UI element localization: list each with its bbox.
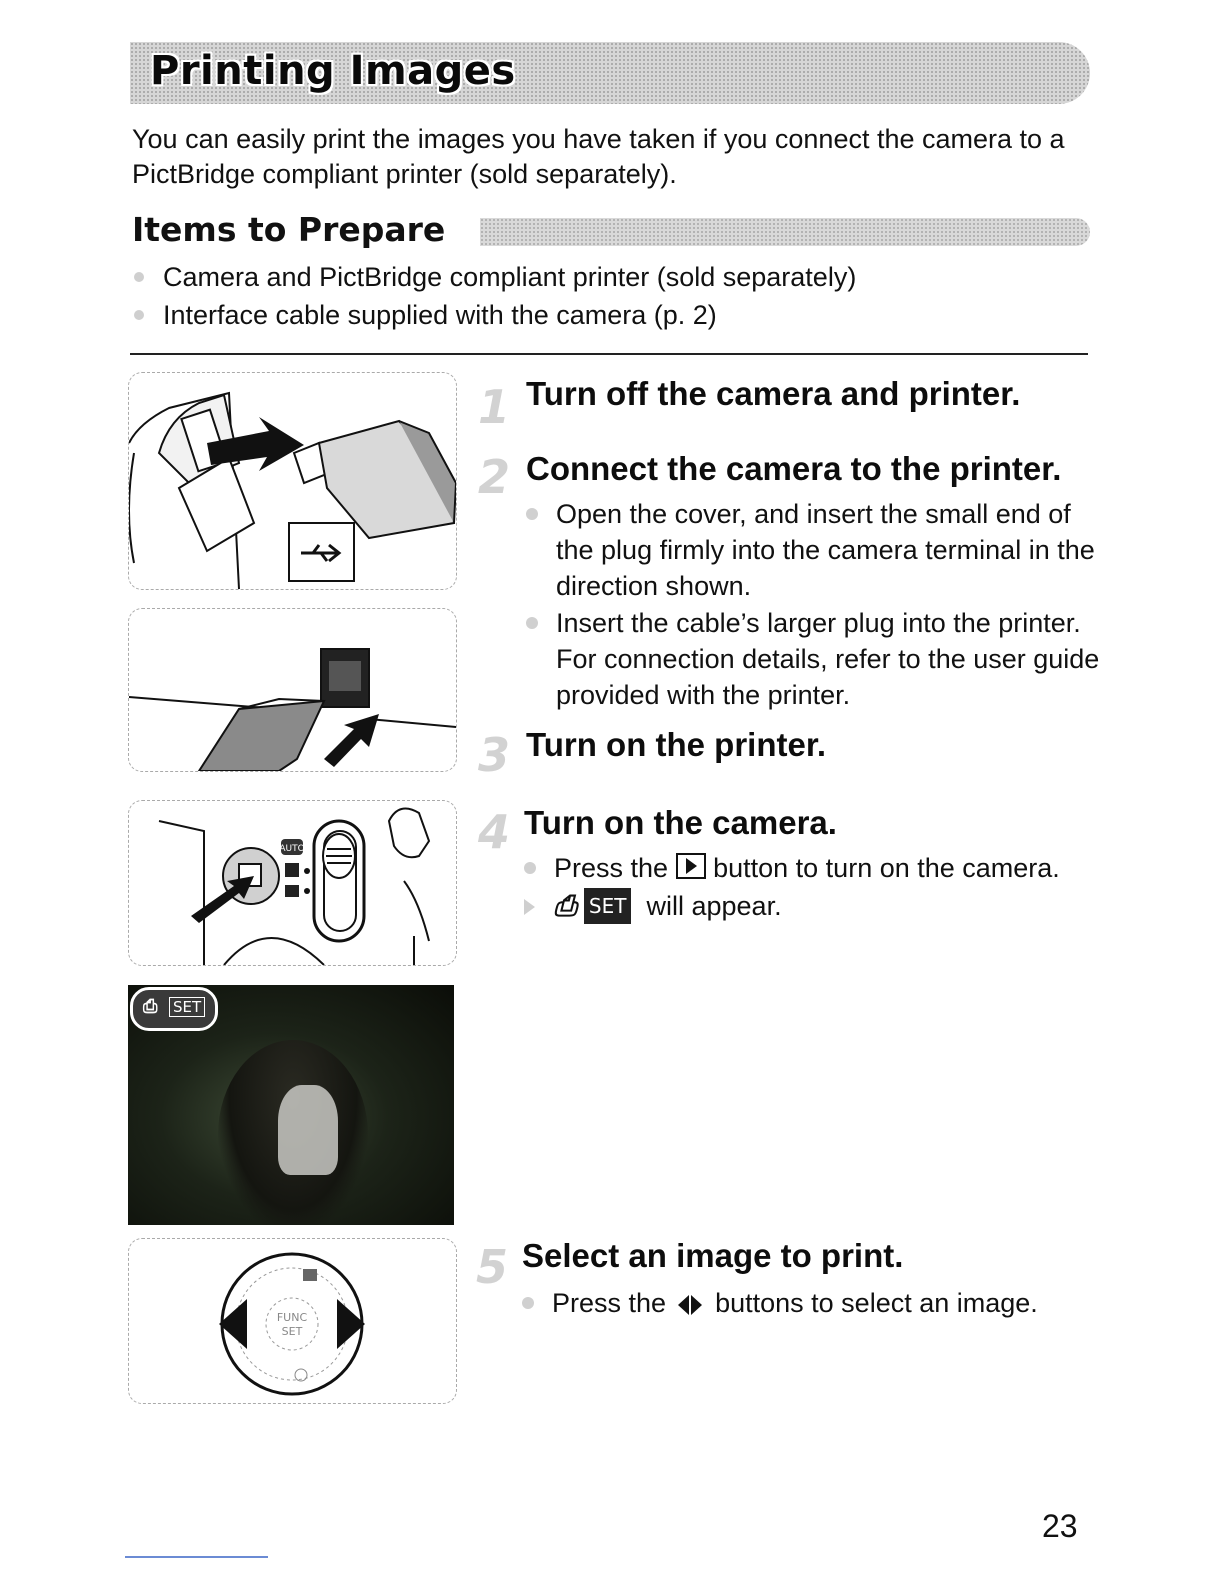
heading-bar — [480, 218, 1090, 246]
bullet-icon — [522, 1297, 534, 1309]
bullet-icon — [524, 862, 536, 874]
playback-button-icon — [676, 853, 706, 879]
control-dial-illustration — [129, 1239, 456, 1403]
step-title: Turn on the camera. — [524, 804, 837, 841]
step-title: Turn off the camera and printer. — [526, 375, 1021, 412]
left-arrow-icon — [678, 1295, 689, 1315]
figure-control-dial — [128, 1238, 457, 1404]
intro-text: You can easily print the images you have taken if you connect the camera to a PictBridge compliant printer (sold separately). — [132, 124, 1065, 189]
printer-port-illustration — [129, 609, 456, 771]
print-icon: ⎙ — [554, 890, 577, 921]
step-number: 3 — [478, 728, 511, 782]
set-label: SET — [281, 1325, 303, 1338]
camera-screen-photo — [128, 985, 454, 1225]
list-item: Interface cable supplied with the camera (p. 2) — [134, 300, 717, 331]
footer-line — [125, 1556, 268, 1558]
page-number: 23 — [1042, 1508, 1078, 1544]
print-icon: ⎙ — [143, 996, 158, 1016]
figure-camera-terminal — [128, 372, 457, 590]
bullet-icon — [526, 508, 538, 520]
bullet-icon — [134, 310, 144, 320]
step-result: ⎙ SET will appear. — [524, 888, 1114, 924]
step-title: Connect the camera to the printer. — [526, 450, 1062, 487]
list-item: Camera and PictBridge compliant printer (sold separately) — [134, 262, 856, 293]
items-to-prepare-heading: Items to Prepare — [132, 210, 446, 249]
bullet-icon — [134, 272, 144, 282]
step-bullet: Press the buttons to select an image. — [522, 1285, 1122, 1321]
func-label: FUNC — [276, 1311, 308, 1324]
set-badge: SET — [169, 997, 205, 1017]
set-icon: SET — [584, 888, 632, 924]
figure-printer-port — [128, 608, 457, 772]
step-number: 2 — [478, 450, 511, 504]
result-arrow-icon — [524, 899, 535, 915]
right-arrow-icon — [691, 1295, 702, 1315]
step-bullet: Press the button to turn on the camera. — [524, 850, 1124, 886]
step-bullet: Insert the cable’s larger plug into the printer. For connection details, refer to the user guide provided with the printer. — [526, 605, 1111, 713]
step-title: Select an image to print. — [522, 1237, 904, 1274]
camera-terminal-illustration — [129, 373, 456, 589]
step-title: Turn on the printer. — [526, 726, 827, 763]
step-number: 1 — [478, 380, 511, 434]
divider — [130, 353, 1088, 355]
bullet-icon — [526, 617, 538, 629]
playback-button-illustration — [129, 801, 456, 965]
photo-shirt — [278, 1085, 338, 1175]
page-title: Printing Images — [150, 48, 516, 94]
print-mode-badge — [130, 987, 218, 1031]
step-bullet: Open the cover, and insert the small end of the plug firmly into the camera terminal in the direction shown. — [526, 496, 1111, 604]
step-number: 5 — [476, 1240, 509, 1294]
auto-label: AUTO — [279, 844, 305, 854]
figure-playback-button — [128, 800, 457, 966]
step-number: 4 — [478, 805, 511, 859]
